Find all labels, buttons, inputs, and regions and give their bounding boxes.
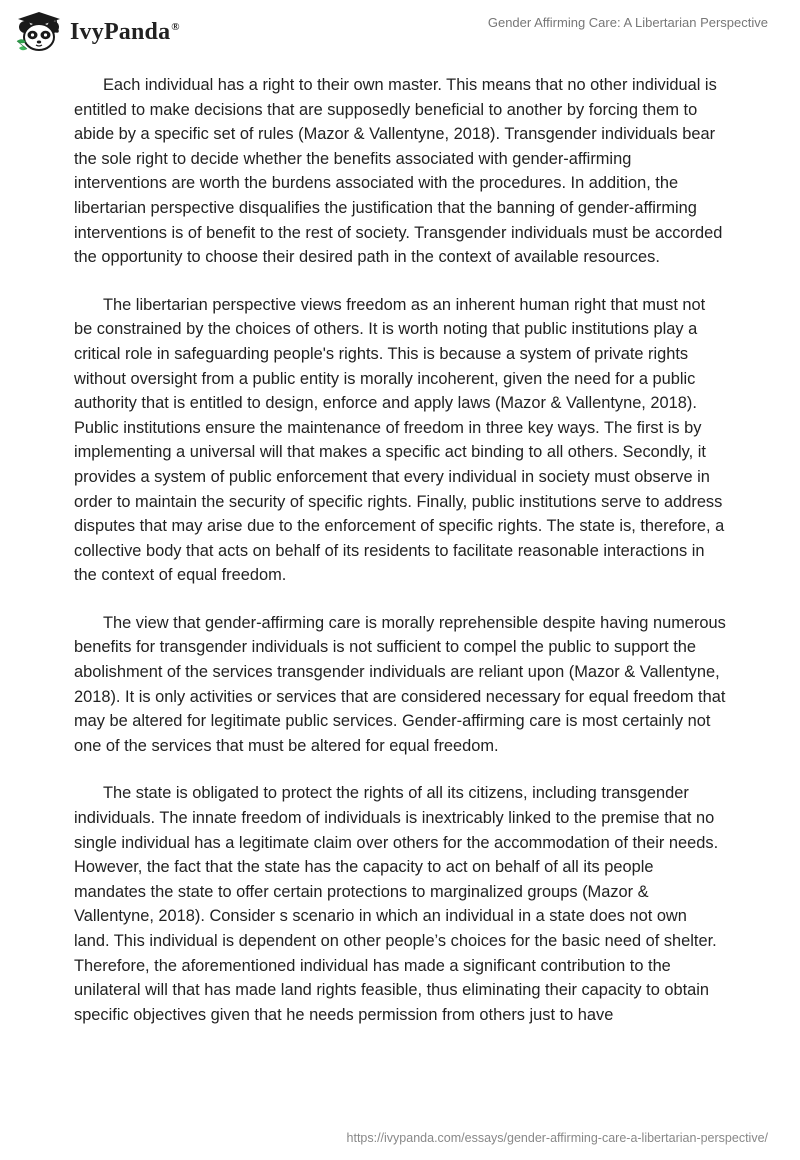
paragraph: The state is obligated to protect the rights of all its citizens, including transgender individuals. The innate freedom of individuals is inextricably linked to the premise that no single individual has a legitimate claim over others for the accommodation of their needs. However, the fact that the state has the capacity to act on behalf of all its people mandates the state to offer certain protections to marginalized groups (Mazor & Vallentyne, 2018). Consider s scenario in which an individual in a state does not own land. This individual is dependent on other people’s choices for the basic need of shelter. Therefore, the aforementioned individual has made a significant contribution to the unilateral will that has made land rights feasible, thus eliminating their capacity to obtain specific objectives given that he needs permission from others just to have [74, 784, 719, 1024]
source-url[interactable]: https://ivypanda.com/essays/gender-affirming-care-a-libertarian-perspective/ [346, 1131, 768, 1145]
page-header [0, 0, 800, 60]
paragraph: The libertarian perspective views freedom as an inherent human right that must not be constrained by the choices of others. It is worth noting that public institutions play a critical role in safeguarding people's rights. This is because a system of private rights without oversight from a public entity is morally incoherent, given the need for a public authority that is entitled to design, enforce and apply laws (Mazor & Vallentyne, 2018). Public institutions ensure the maintenance of freedom in three key ways. The first is by implementing a universal will that makes a specific act binding to all others. Secondly, it provides a system of public enforcement that every individual in society must observe in order to maintain the security of specific rights. Finally, public institutions serve to address disputes that may arise due to the enforcement of specific rights. The state is, therefore, a collective body that acts on behalf of its residents to facilitate reasonable interactions in the context of equal freedom. [74, 295, 725, 585]
paragraph: Each individual has a right to their own master. This means that no other individual is entitled to make decisions that are supposedly beneficial to another by forcing them to abide by a specific set of rules (Mazor & Vallentyne, 2018). Transgender individuals bear the sole right to decide whether the benefits associated with gender-affirming interventions are worth the burdens associated with the procedures. In addition, the libertarian perspective disqualifies the justification that the banning of gender-affirming interventions is of benefit to the rest of society. Transgender individuals must be accorded the opportunity to choose their desired path in the context of available resources. [74, 76, 723, 267]
brand-name: IvyPanda® [70, 18, 180, 45]
ivypanda-logo[interactable] [14, 10, 180, 54]
paragraph: The view that gender-affirming care is morally reprehensible despite having numerous benefits for transgender individuals is not sufficient to compel the public to support the abolishment of the services transgender individuals are reliant upon (Mazor & Vallentyne, 2018). It is only activities or services that are considered necessary for equal freedom that may be altered for legitimate public services. Gender-affirming care is most certainly not one of the services that must be altered for equal freedom. [74, 613, 726, 755]
document-title: Gender Affirming Care: A Libertarian Perspective [487, 15, 768, 30]
panda-logo-icon [14, 10, 64, 54]
essay-body [74, 73, 726, 1050]
